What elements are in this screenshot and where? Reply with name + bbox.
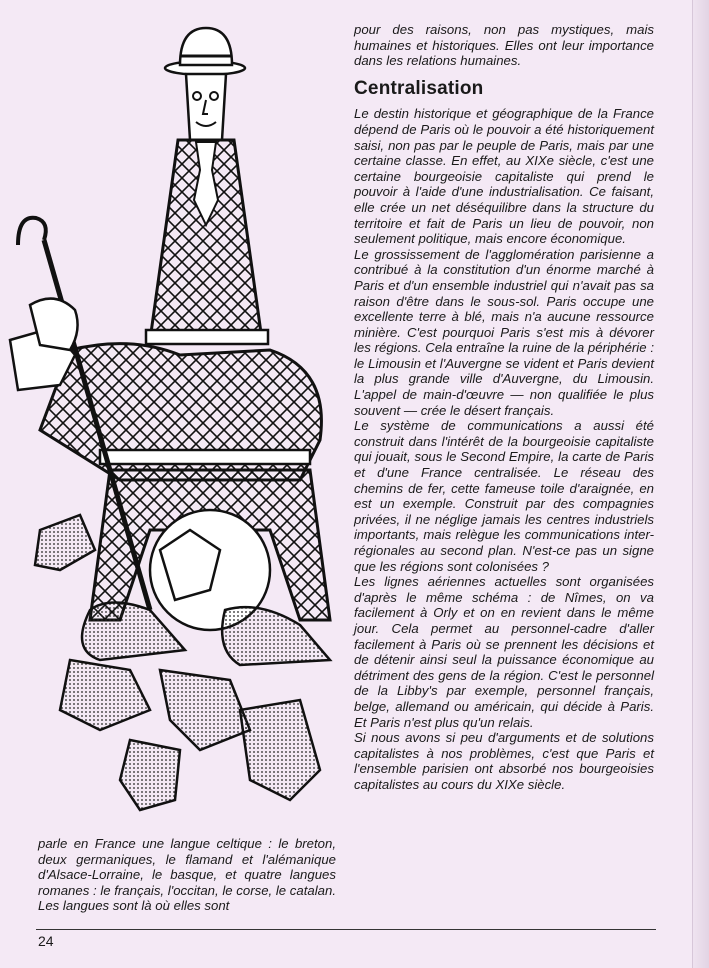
page-number: 24 xyxy=(38,933,54,949)
footer-rule xyxy=(36,929,656,930)
intro-paragraph: pour des raisons, non pas mystiques, mais humaines et historiques. Elles ont leur importance dans les relations humaines. xyxy=(354,22,654,69)
paragraph-4: Les lignes aériennes actuelles sont organisées d'après le même schéma : de Nîmes, on va facilement à Orly et on en revient dans le même jour. Cela permet au personnel-cadre d'aller facilement à Paris où se prennent les décisions et de détenir ainsi seul la puissance économique au détriment des gens de la région. C'est le personnel de la Libby's par exemple, personnel français, belge, allemand ou américain, qui décide à Paris. Et Paris n'est plus qu'un relais. xyxy=(354,574,654,730)
section-title: Centralisation xyxy=(354,77,484,99)
paragraph-5: Si nous avons si peu d'arguments et de solutions capitalistes à nos problèmes, c'est que Paris et l'ensemble parisien ont absorbé nos bourgeoisies capitalistes au cours du XIXe siècle. xyxy=(354,730,654,792)
paragraph-3: Le système de communications a aussi été construit dans l'intérêt de la bourgeoisie capitaliste qui jouait, sous le Second Empire, la carte de Paris et d'une France centralisée. Le réseau des chemins de fer, cette fameuse toile d'araignée, en est un exemple. Construit par des compagnies privées, il ne néglige jamais les centres industriels importants, mais relègue les communications inter-régionales au second plan. N'est-ce pas un signe que les régions sont colonisées ? xyxy=(354,418,654,574)
left-column xyxy=(38,836,336,914)
paragraph-1: Le destin historique et géographique de la France dépend de Paris où le pouvoir a été historiquement saisi, non pas par le peuple de Paris, mais par une certaine classe. En effet, au XIXe siècle, c'est une certaine bourgeoisie capitaliste qui prend le pouvoir à l'aide d'une industrialisation. Ce faisant, elle crée un net déséquilibre dans la structure du territoire et fait de Paris un lieu de pouvoir, non seulement politique, mais encore économique. xyxy=(354,106,654,247)
eiffel-tower-caricature-icon xyxy=(0,10,345,830)
page-edge xyxy=(692,0,709,968)
paragraph-2: Le grossissement de l'agglomération parisienne a contribué à la constitution d'un énorme marché à Paris et d'un ensemble industriel qui n'avait pas sa raison d'être dans le sous-sol. Paris occupe une excellente terre à blé, mais n'a aucune ressource minière. C'est pourquoi Paris s'est mis à dévorer les régions. Cela entraîne la ruine de la périphérie : le Limousin et l'Auvergne se vident et Paris devient la plus grande ville d'Auvergne, du Limousin. L'appel de main-d'œuvre — non qualifiée le plus souvent — crée le désert français. xyxy=(354,246,654,418)
right-column xyxy=(354,22,654,793)
left-column-text: parle en France une langue celtique : le breton, deux germaniques, le flamand et l'alémanique d'Alsace-Lorraine, le basque, et quatre langues romanes : le français, l'occitan, le corse, le catalan. Les langues sont là où elles sont xyxy=(38,836,336,914)
